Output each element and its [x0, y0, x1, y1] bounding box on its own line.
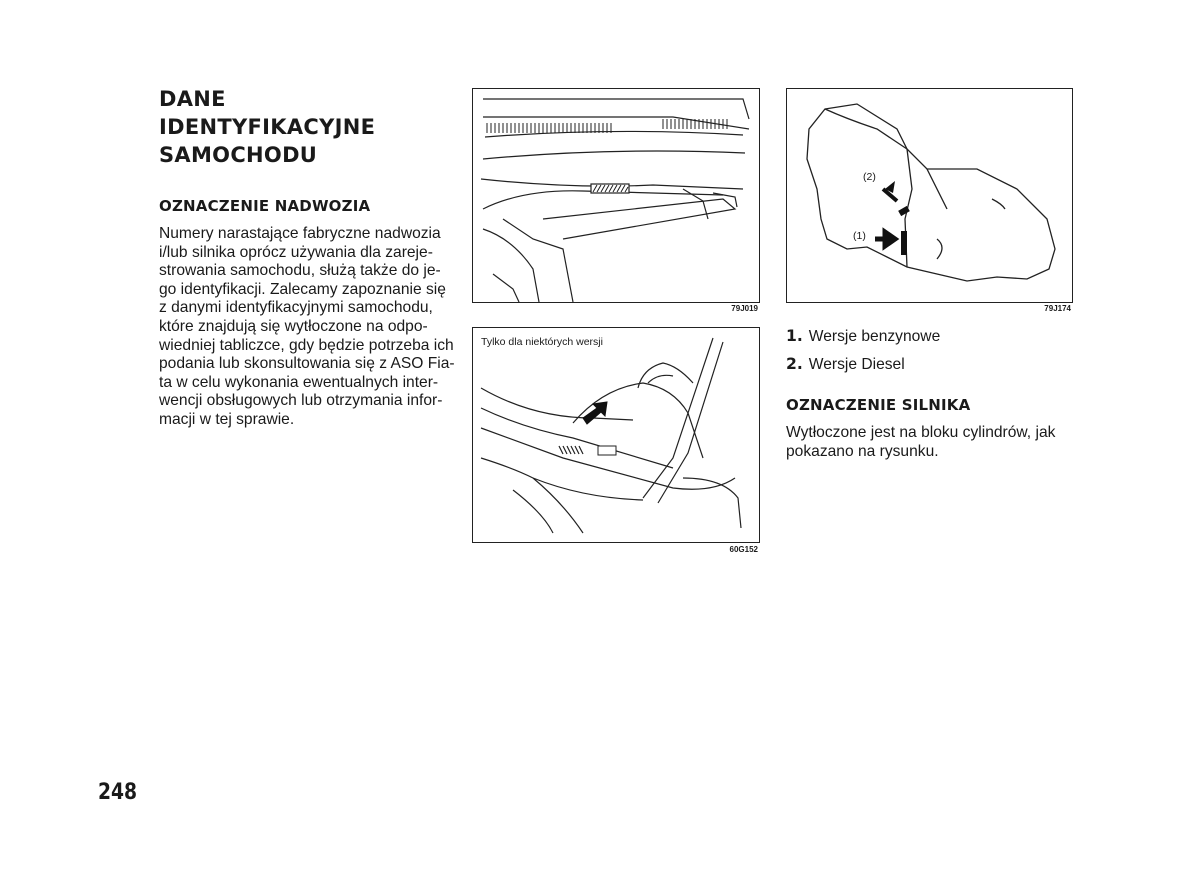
callout-label: (2) — [863, 171, 876, 183]
paragraph-line: ta w celu wykonania ewentualnych inter- — [159, 373, 439, 391]
title-line: DANE — [159, 87, 226, 111]
list-number: 1. — [786, 327, 803, 345]
paragraph-line: strowania samochodu, służą także do je- — [159, 262, 441, 280]
paragraph-line: pokazano na rysunku. — [786, 442, 939, 460]
figure-engine-number — [786, 88, 1073, 303]
paragraph-line: i/lub silnika oprócz używania dla zareje- — [159, 243, 433, 261]
page-title — [159, 85, 449, 169]
paragraph-line: wencji obsługowych lub otrzymania infor- — [159, 392, 443, 410]
paragraph-line: Numery narastające fabryczne nadwozia — [159, 225, 441, 242]
paragraph-line: macji w tej sprawie. — [159, 410, 295, 428]
figure-code: 79J174 — [1044, 304, 1071, 313]
figure-code: 79J019 — [731, 304, 758, 313]
figure-code: 60G152 — [729, 545, 758, 554]
section-heading-engine: OZNACZENIE SILNIKA — [786, 396, 971, 414]
engine-number-mark — [901, 231, 907, 255]
list-text: Wersje Diesel — [808, 356, 905, 373]
title-line: SAMOCHODU — [159, 143, 318, 167]
engine-paragraph — [786, 424, 1076, 461]
figure-body-number — [472, 88, 760, 303]
paragraph-line: podania lub skonsultowania się z ASO Fia- — [159, 355, 455, 373]
paragraph-line: go identyfikacji. Zalecamy zapoznanie się — [159, 280, 446, 298]
body-number-illustration — [473, 89, 759, 302]
callout-label: (1) — [853, 230, 866, 242]
arrow-icon — [583, 402, 607, 424]
figure-plate-location — [472, 327, 760, 543]
figure-note: Tylko dla niektórych wersji — [481, 336, 603, 348]
title-line: IDENTYFIKACYJNE — [159, 115, 376, 139]
paragraph-line: które znajdują się wytłoczone na odpo- — [159, 317, 428, 335]
serial-plate — [598, 446, 616, 455]
section-heading-body: OZNACZENIE NADWOZIA — [159, 197, 371, 215]
list-number: 2. — [786, 355, 803, 373]
list-item — [786, 327, 940, 346]
paragraph-line: Wytłoczone jest na bloku cylindrów, jak — [786, 424, 1056, 441]
page-number: 248 — [98, 780, 138, 805]
list-item — [786, 355, 905, 374]
engine-block-illustration — [787, 89, 1072, 302]
paragraph-line: z danymi identyfikacyjnymi samochodu, — [159, 299, 433, 317]
list-text: Wersje benzynowe — [808, 328, 941, 345]
plate-location-illustration — [473, 328, 759, 542]
body-paragraph — [159, 225, 455, 430]
paragraph-line: wiedniej tabliczce, gdy będzie potrzeba ich — [159, 336, 454, 354]
